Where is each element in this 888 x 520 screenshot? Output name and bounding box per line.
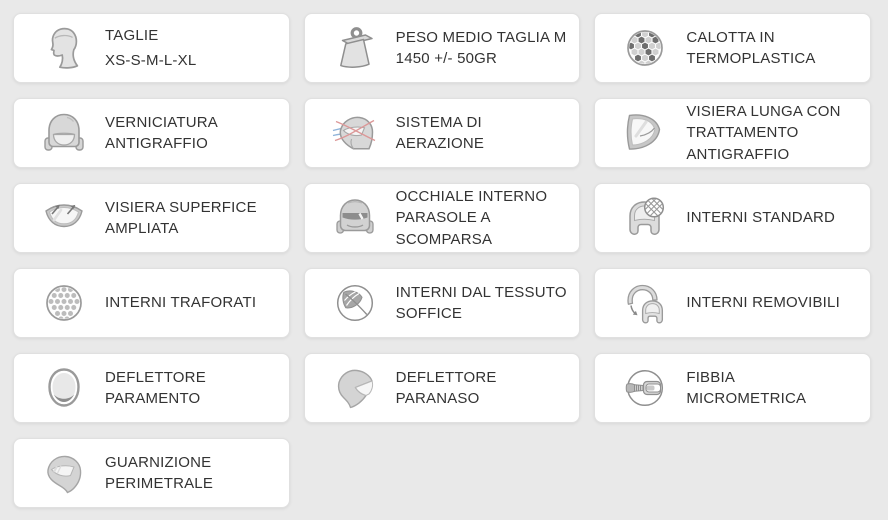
feature-card-guarnizione: [13, 438, 290, 508]
feature-text: [105, 25, 196, 71]
feature-card-interni-standard: [594, 183, 871, 253]
nose-deflector-icon: [329, 362, 381, 414]
feature-text: VISIERA SUPERFICE AMPLIATA: [105, 198, 257, 237]
feature-text: INTERNI DAL TESSUTO SOFFICE: [395, 283, 567, 322]
feature-card-fibbia: [594, 353, 871, 423]
feature-card-peso: [304, 13, 581, 83]
feature-card-taglie: [13, 13, 290, 83]
feature-card-aerazione: [304, 98, 581, 168]
feature-title: TAGLIE: [105, 27, 159, 45]
feature-card-calotta: [594, 13, 871, 83]
feature-text: OCCHIALE INTERNO PARASOLE A SCOMPARSA: [395, 188, 548, 248]
feature-card-visiera-lunga: [594, 98, 871, 168]
chin-deflector-icon: [38, 362, 90, 414]
feature-text: SISTEMA DI AERAZIONE: [395, 113, 485, 152]
feature-card-verniciatura: [13, 98, 290, 168]
weight-icon: [329, 22, 381, 74]
feature-text: VERNICIATURA ANTIGRAFFIO: [105, 113, 218, 152]
feature-text: VISIERA LUNGA CON TRATTAMENTO ANTIGRAFFIO: [686, 103, 841, 163]
long-visor-icon: [619, 107, 671, 159]
feature-text: PESO MEDIO TAGLIA M 1450 +/- 50GR: [395, 28, 567, 67]
feature-card-interni-traforati: [13, 268, 290, 338]
feature-card-deflettore-paranaso: [304, 353, 581, 423]
feature-text: FIBBIA MICROMETRICA: [686, 368, 807, 407]
feature-text: INTERNI REMOVIBILI: [686, 294, 840, 312]
perforated-liner-icon: [38, 277, 90, 329]
removable-liner-icon: [619, 277, 671, 329]
feature-card-interni-removibili: [594, 268, 871, 338]
head-profile-icon: [38, 22, 90, 74]
sun-visor-helmet-icon: [329, 192, 381, 244]
feature-text: CALOTTA IN TERMOPLASTICA: [686, 28, 816, 67]
feature-card-visiera-ampliata: [13, 183, 290, 253]
airflow-helmet-icon: [329, 107, 381, 159]
feature-text: INTERNI TRAFORATI: [105, 294, 257, 312]
wide-visor-icon: [38, 192, 90, 244]
standard-liner-icon: [619, 192, 671, 244]
jet-helmet-icon: [38, 107, 90, 159]
feather-icon: [329, 277, 381, 329]
thermoplastic-shell-icon: [619, 22, 671, 74]
feature-card-tessuto-soffice: [304, 268, 581, 338]
perimeter-seal-icon: [38, 447, 90, 499]
feature-card-parasole: [304, 183, 581, 253]
feature-card-deflettore-paramento: [13, 353, 290, 423]
feature-text: INTERNI STANDARD: [686, 209, 836, 227]
feature-text: DEFLETTORE PARANASO: [395, 368, 497, 407]
feature-subtitle: XS-S-M-L-XL: [105, 51, 197, 69]
micrometric-buckle-icon: [619, 362, 671, 414]
feature-text: GUARNIZIONE PERIMETRALE: [105, 453, 214, 492]
feature-text: DEFLETTORE PARAMENTO: [105, 368, 206, 407]
